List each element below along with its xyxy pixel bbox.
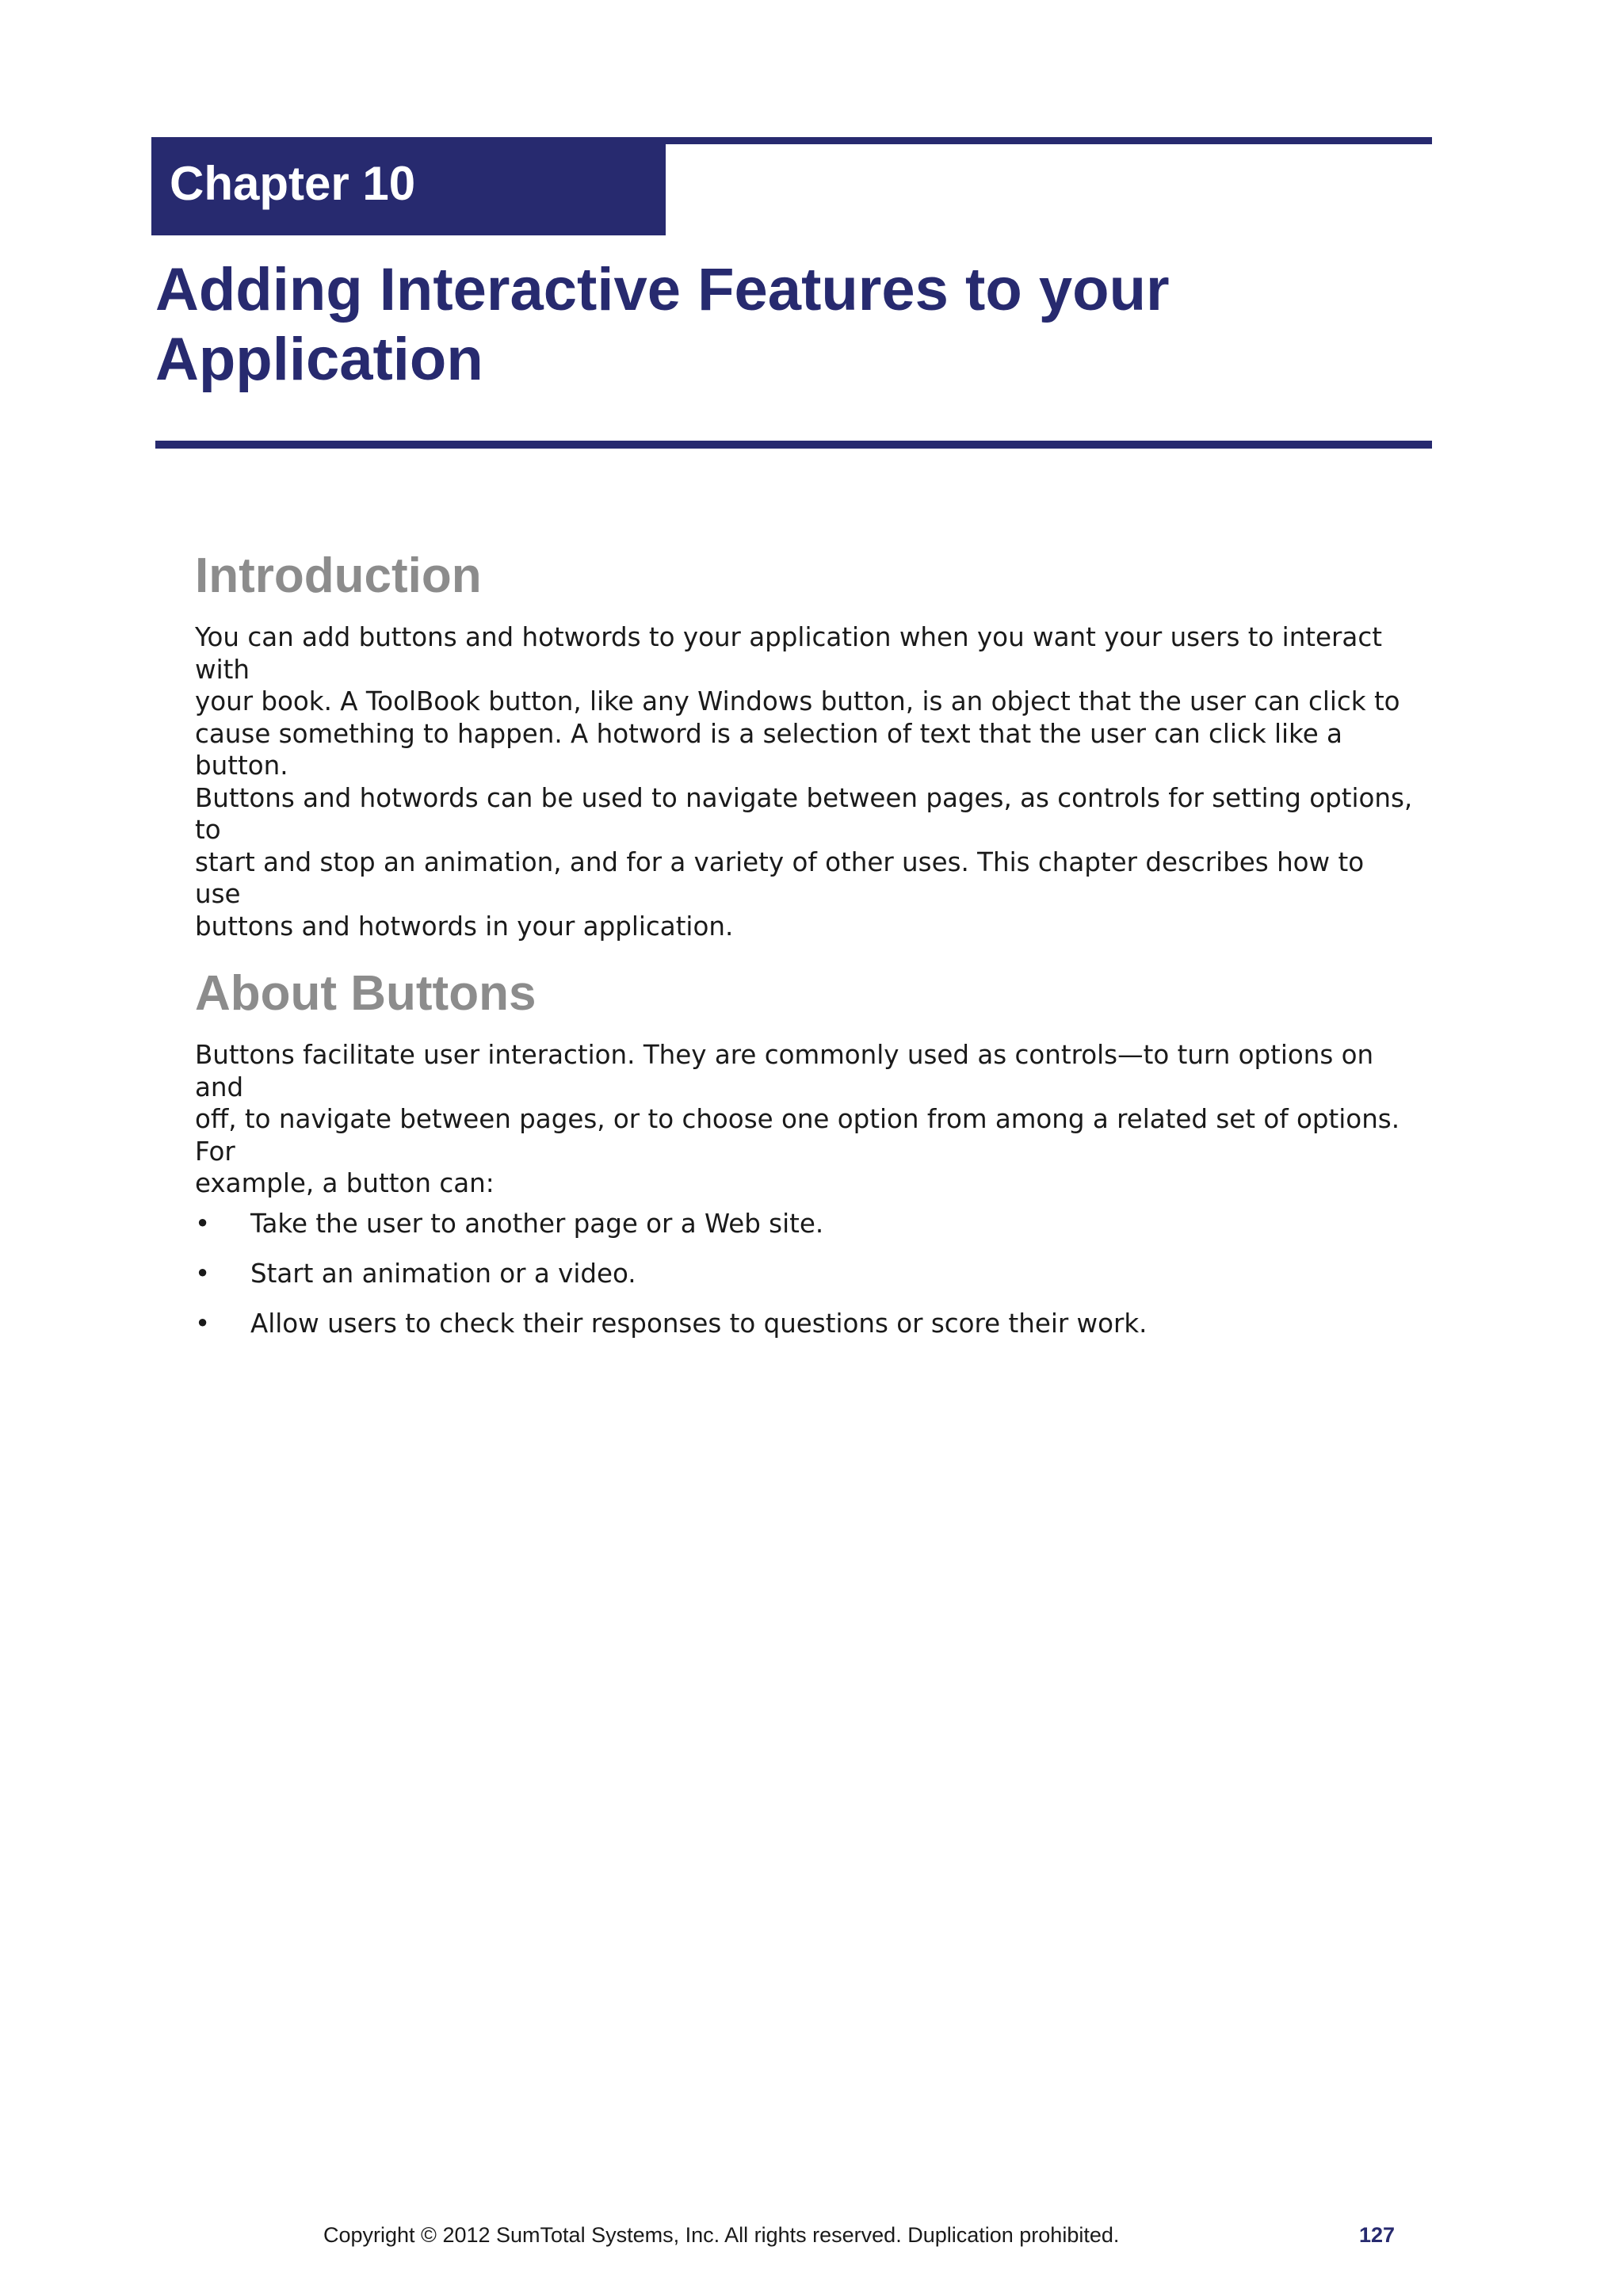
list-item-text: Allow users to check their responses to questions or score their work. [250,1308,1148,1339]
bullet-icon: • [195,1208,211,1239]
about-buttons-paragraph: Buttons facilitate user interaction. They are commonly used as controls—to turn options on and off, to navigate between pages, or to choose one option from among a related set of options. For example, a button can: [195,1040,1400,1198]
page-body [195,547,1415,1358]
button-uses-list [195,1208,1415,1339]
footer-copyright: Copyright © 2012 SumTotal Systems, Inc. All rights reserved. Duplication prohibited. [323,2223,1120,2247]
list-item-text: Start an animation or a video. [250,1258,636,1289]
list-item [195,1308,1415,1339]
about-buttons-heading: About Buttons [195,966,537,1021]
page-number: 127 [1359,2223,1396,2247]
bullet-icon: • [195,1258,211,1289]
bullet-icon: • [195,1308,211,1339]
introduction-paragraph: You can add buttons and hotwords to your application when you want your users to interact with your book. A ToolBook button, like any Windows button, is an object that the user can click to cause something to happen. A hotword is a selection of text that the user can click like a button. Buttons and hotwords can be used to navigate between pages, as controls for setting options, to start and stop an animation, and for a variety of other uses. This chapter describes how to use buttons and hotwords in your application. [195,622,1413,942]
introduction-heading: Introduction [195,548,482,603]
list-item [195,1208,1415,1240]
list-item-text: Take the user to another page or a Web site. [250,1208,824,1239]
chapter-title: Adding Interactive Features to your Application [155,256,1170,393]
list-item [195,1258,1415,1289]
chapter-label: Chapter 10 [170,157,416,210]
title-divider [155,441,1432,449]
